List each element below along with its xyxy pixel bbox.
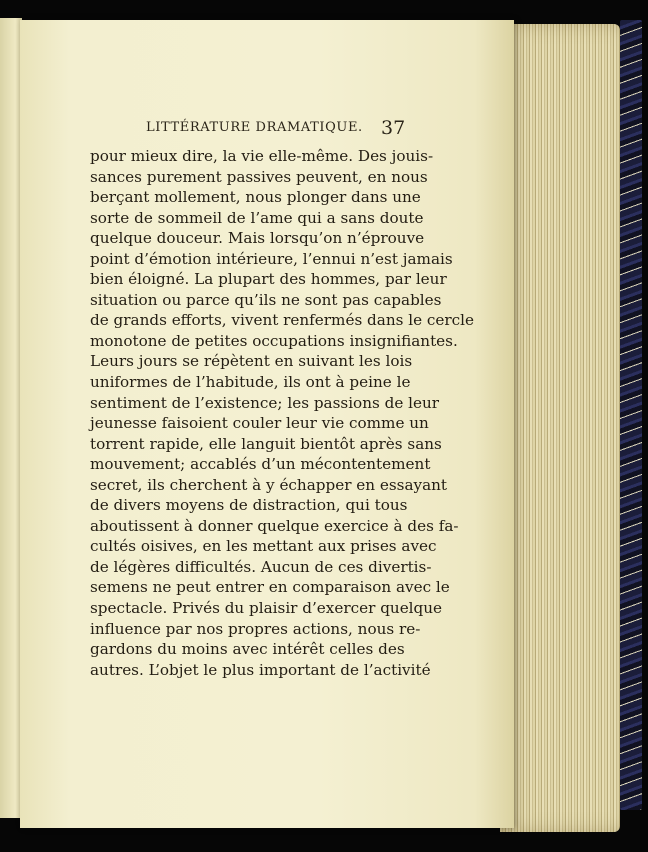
text-line: aboutissent à donner quelque exercice à des fa- bbox=[90, 516, 459, 535]
marbled-cover-edge bbox=[620, 20, 642, 810]
text-line: torrent rapide, elle languit bientôt après sans bbox=[90, 434, 442, 453]
text-line: point d’émotion intérieure, l’ennui n’est jamais bbox=[90, 249, 453, 268]
text-line: semens ne peut entrer en comparaison avec le bbox=[90, 578, 450, 597]
page-stack-edges bbox=[500, 24, 620, 832]
text-line: de légères difficultés. Aucun de ces divertis- bbox=[90, 557, 432, 576]
text-line: monotone de petites occupations insignifiantes. bbox=[90, 331, 458, 350]
text-line: sances purement passives peuvent, en nous bbox=[90, 167, 428, 186]
text-line: secret, ils cherchent à y échapper en essayant bbox=[90, 475, 448, 494]
text-line: sentiment de l’existence; les passions de leur bbox=[90, 393, 440, 412]
text-line: pour mieux dire, la vie elle-même. Des jouis- bbox=[90, 147, 434, 165]
text-line: berçant mollement, nous plonger dans une bbox=[90, 188, 421, 207]
left-page-edge bbox=[0, 18, 22, 818]
page-number: 37 bbox=[381, 117, 406, 139]
body-text bbox=[90, 146, 475, 680]
text-line: spectacle. Privés du plaisir d’exercer quelque bbox=[90, 599, 443, 618]
text-line: Leurs jours se répètent en suivant les lois bbox=[90, 352, 413, 371]
running-head: LITTÉRATURE DRAMATIQUE. bbox=[146, 120, 363, 135]
text-line: gardons du moins avec intérêt celles des bbox=[90, 640, 405, 659]
text-line: de grands efforts, vivent renfermés dans le cercle bbox=[90, 311, 475, 330]
text-line: bien éloigné. La plupart des hommes, par leur bbox=[90, 270, 447, 289]
text-line: quelque douceur. Mais lorsqu’on n’éprouve bbox=[90, 229, 425, 248]
text-line: cultés oisives, en les mettant aux prises avec bbox=[90, 537, 437, 556]
text-line: mouvement; accablés d’un mécontentement bbox=[90, 455, 431, 474]
text-line: influence par nos propres actions, nous re- bbox=[90, 619, 421, 638]
text-line: jeunesse faisoient couler leur vie comme un bbox=[90, 414, 429, 433]
text-line: sorte de sommeil de l’ame qui a sans doute bbox=[90, 208, 424, 227]
text-line: de divers moyens de distraction, qui tous bbox=[90, 496, 408, 515]
text-line: autres. L’objet le plus important de l’activité bbox=[90, 660, 431, 679]
text-line: situation ou parce qu’ils ne sont pas capables bbox=[90, 290, 442, 309]
text-line: uniformes de l’habitude, ils ont à peine le bbox=[90, 373, 411, 392]
